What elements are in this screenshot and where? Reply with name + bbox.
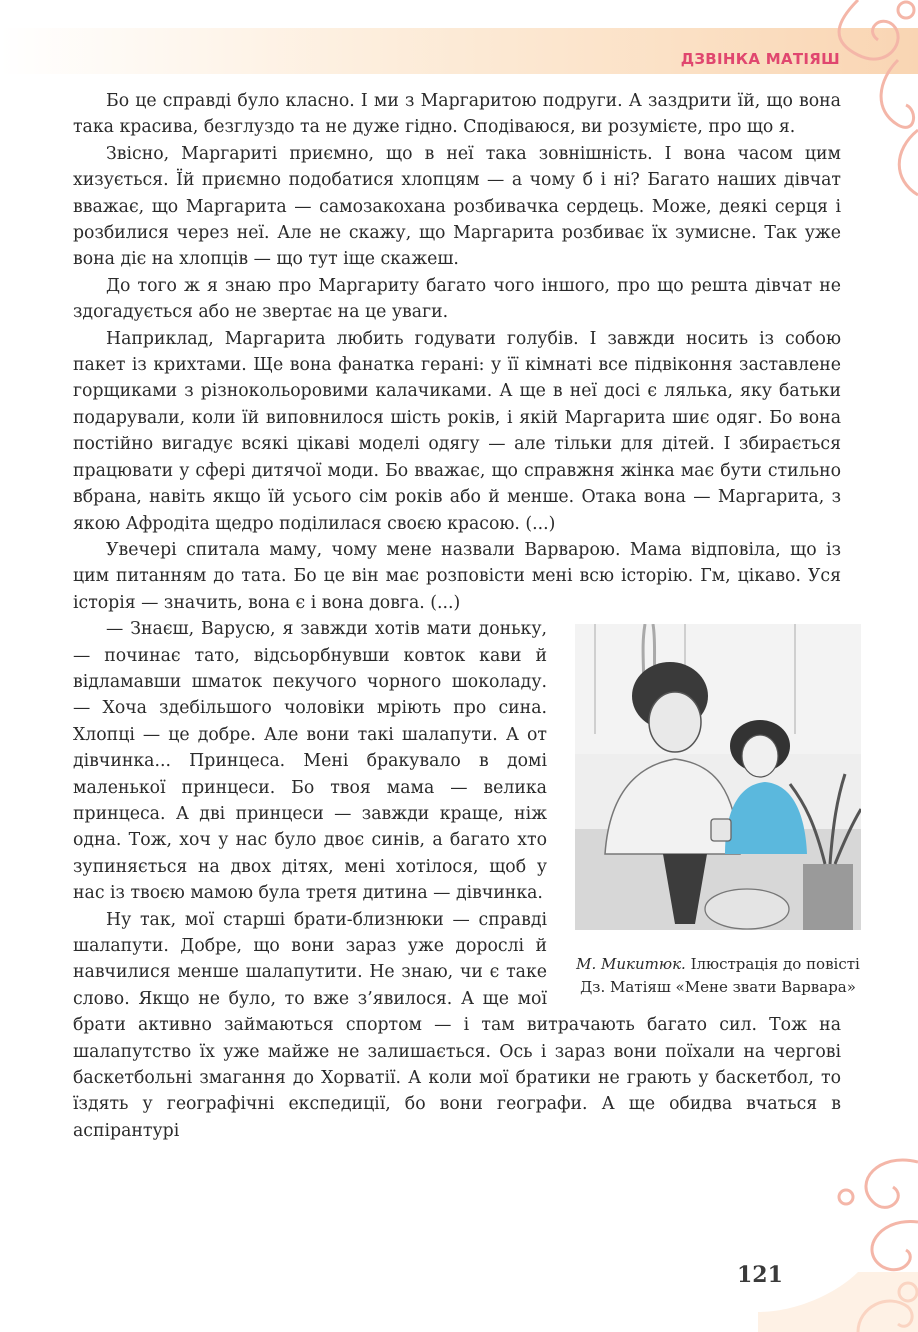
illustration-figure bbox=[565, 624, 860, 1010]
paragraph: До того ж я знаю про Маргариту багато чого іншого, про що решта дівчат не здогадується або не звертає на це уваги. bbox=[73, 275, 841, 323]
main-text-column bbox=[73, 88, 860, 1144]
page-number: 121 bbox=[737, 1262, 783, 1288]
caption-text: Ілюстрація до повісті Дз. Матіяш «Мене звати Варвара» bbox=[580, 954, 860, 996]
illustration-image bbox=[575, 624, 861, 930]
paragraph: Бо це справді було класно. І ми з Маргаритою подруги. А заздрити їй, що вона така красива, безглуздо та не дуже гідно. Сподіваюся, ви розумієте, про що я. bbox=[73, 91, 841, 138]
caption-author: М. Микитюк. bbox=[576, 954, 686, 973]
corner-ornament-bottom-icon bbox=[758, 1142, 918, 1332]
running-header-author: ДЗВІНКА МАТІЯШ bbox=[680, 50, 840, 68]
paragraph: Наприклад, Маргарита любить годувати голубів. І завжди носить із собою пакет із крихтами. Ще вона фанатка герані: у її кімнаті все підвіконня заставлене горщиками з різнокольоровими калачиками. А ще в неї досі є лялька, яку батьки подарували, коли їй виповнилося шість років, і якій Маргарита шиє одяг. Бо вона постійно вигадує всякі цікаві моделі одягу — але тільки для дітей. І збирається працювати у сфері дитячої моди. Бо вважає, що справжня жінка має бути стильно вбрана, навіть якщо їй усього сім років або й менше. Отака вона — Маргарита, з якою Афродіта щедро поділилася своєю красою. (...) bbox=[73, 328, 841, 534]
paragraph: Звісно, Маргариті приємно, що в неї така зовнішність. І вона часом цим хизується. Їй приємно подобатися хлопцям — а чому б і ні? Багато наших дівчат вважає, що Маргарита — самозакохана розбивачка сердець. Може, деякі серця і розбилися через неї. Але не скажу, що Маргарита розбиває їх зумисне. Так уже вона діє на хлопців — що тут іще скажеш. bbox=[73, 143, 841, 270]
illustration-caption bbox=[575, 953, 861, 999]
paragraph: Увечері спитала маму, чому мене назвали Варварою. Мама відповіла, що із цим питанням до тата. Бо це він має розповісти мені всю історію. Гм, цікаво. Уся історія — значить, вона є і вона довга. (...) bbox=[73, 539, 841, 613]
paragraph: Ну так, мої старші брати-близнюки — справді шалапути. Добре, що вони зараз уже дорослі й навчилися менше шалапутити. Не знаю, чи є таке слово. Якщо не було, то вже з’явилося. А ще мої брати активно займаються спортом — і там витрачають багато сил. Тож на шалапутство їх уже майже не залишається. Ось і зараз вони поїхали на чергові баскетбольні змагання до Хорватії. А коли мої братики не грають у баскетбол, то їздять у географічні експедиції, бо вони географи. А ще обидва вчаться в аспірантурі bbox=[73, 909, 841, 1141]
paragraph: — Знаєш, Варусю, я завжди хотів мати доньку, — починає тато, відсьорбнувши ковток кави й відламавши шматок пекучого чорного шоколаду. — Хоча здебільшого чоловіки мріють про сина. Хлопці — це добре. Але вони такі шалапути. А от дівчинка... Принцеса. Мені бракувало в домі маленької принцеси. Бо твоя мама — велика принцеса. А дві принцеси — завжди краще, ніж одна. Тож, хоч у нас було двоє синів, а багато хто зупиняється на двох дітях, мені хотілося, щоб у нас із твоєю мамою була третя дитина — дівчинка. bbox=[73, 619, 547, 904]
